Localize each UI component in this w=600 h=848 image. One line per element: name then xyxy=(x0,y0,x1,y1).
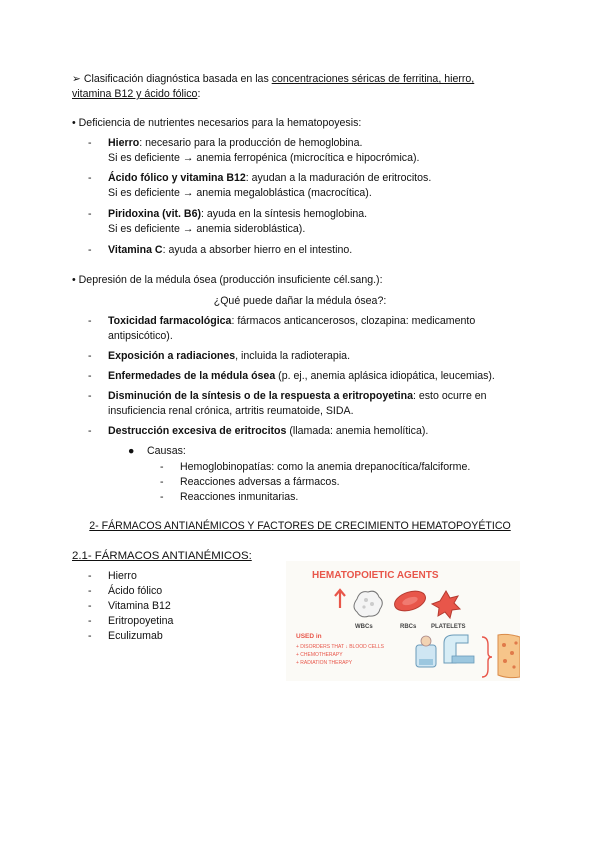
intro-prefix: ➢ Clasificación diagnóstica basada en las xyxy=(72,73,272,85)
cause-text: Hemoglobinopatías: como la anemia drepanocítica/falciforme. xyxy=(180,461,471,473)
item-text xyxy=(108,349,533,364)
dash: - xyxy=(88,244,92,256)
dash: - xyxy=(88,570,92,582)
item-term: Ácido fólico y vitamina B12 xyxy=(108,172,246,184)
item-line2: Si es deficiente → anemia sideroblástica). xyxy=(108,223,306,236)
causes-bullet xyxy=(128,444,186,459)
use-item: + DISORDERS THAT ↓ BLOOD CELLS xyxy=(296,644,384,650)
drug-name: Vitamina B12 xyxy=(108,600,171,612)
item-text xyxy=(108,243,533,258)
item-term: Exposición a radiaciones xyxy=(108,350,236,362)
item-term: Enfermedades de la médula ósea xyxy=(108,370,276,382)
illus-title: HEMATOPOIETIC AGENTS xyxy=(312,570,439,581)
dash: - xyxy=(160,476,164,488)
item-term: Disminución de la síntesis o de la respuesta a eritropoyetina xyxy=(108,390,413,402)
item-term: Hierro xyxy=(108,137,140,149)
deficiency-heading: • Deficiencia de nutrientes necesarios para la hematopoyesis: xyxy=(72,117,362,129)
item-desc: : esto ocurre en insuficiencia renal crónica, artritis reumatoide, SIDA. xyxy=(108,390,487,418)
dash: - xyxy=(88,390,92,402)
item-text xyxy=(108,389,533,419)
drug-name: Eritropoyetina xyxy=(108,615,174,627)
dash: - xyxy=(160,491,164,503)
item-desc: : ayuda a absorber hierro en el intestino. xyxy=(162,244,353,256)
dash: - xyxy=(88,208,92,220)
intro-underlined-2: vitamina B12 y ácido fólico xyxy=(72,88,198,100)
intro-underlined-1: concentraciones séricas de ferritina, hierro, xyxy=(271,73,475,85)
item-text xyxy=(108,424,533,439)
item-desc: : fármacos anticancerosos, clozapina: medicamento antipsicótico). xyxy=(108,315,476,343)
dash: - xyxy=(88,585,92,597)
wbc-label: WBCs xyxy=(355,624,373,630)
item-desc: : ayudan a la maduración de eritrocitos. xyxy=(245,172,432,184)
cause-text: Reacciones adversas a fármacos. xyxy=(180,476,340,488)
item-term: Piridoxina (vit. B6) xyxy=(108,208,202,220)
item-text xyxy=(108,136,533,166)
dash: - xyxy=(88,172,92,184)
item-desc: , incluida la radioterapia. xyxy=(235,350,351,362)
radiation-machine-icon xyxy=(444,635,474,663)
hematopoietic-agents-illustration xyxy=(286,561,520,681)
marrow-heading: • Depresión de la médula ósea (producción insuficiente cél.sang.): xyxy=(72,274,383,286)
item-text xyxy=(108,314,533,344)
intro-colon: : xyxy=(197,88,201,100)
platelet-icon xyxy=(432,591,460,618)
item-text xyxy=(108,207,533,237)
wbc-icon xyxy=(354,591,382,617)
platelet-label: PLATELETS xyxy=(431,624,466,630)
use-item: + CHEMOTHERAPY xyxy=(296,652,343,658)
up-arrow-icon xyxy=(335,590,345,608)
dash: - xyxy=(88,315,92,327)
use-item: + RADIATION THERAPY xyxy=(296,660,353,666)
item-desc: : ayuda en la síntesis hemoglobina. xyxy=(201,208,368,220)
dash: - xyxy=(88,370,92,382)
dash: - xyxy=(88,425,92,437)
causes-label: Causas: xyxy=(147,445,186,457)
item-desc: : necesario para la producción de hemoglobina. xyxy=(139,137,363,149)
subsection-title: 2.1- FÁRMACOS ANTIANÉMICOS: xyxy=(72,550,252,562)
used-in-label: USED in xyxy=(296,633,322,640)
bullet-dot: ● xyxy=(128,445,135,457)
dash: - xyxy=(88,615,92,627)
dash: - xyxy=(160,461,164,473)
item-desc: (p. ej., anemia aplásica idiopática, leucemias). xyxy=(275,370,495,382)
brace-icon xyxy=(482,637,492,677)
intro-line xyxy=(72,72,532,87)
drug-name: Hierro xyxy=(108,570,137,582)
item-desc: (llamada: anemia hemolítica). xyxy=(286,425,429,437)
drug-name: Eculizumab xyxy=(108,630,163,642)
bone-marrow-icon xyxy=(498,634,520,677)
item-text xyxy=(108,171,533,201)
section-title: 2- FÁRMACOS ANTIANÉMICOS Y FACTORES DE CRECIMIENTO HEMATOPOYÉTICO xyxy=(89,520,511,532)
dash: - xyxy=(88,137,92,149)
marrow-question: ¿Qué puede dañar la médula ósea?: xyxy=(213,295,387,307)
patient-icon xyxy=(416,636,436,667)
item-term: Vitamina C xyxy=(108,244,163,256)
dash: - xyxy=(88,350,92,362)
rbc-label: RBCs xyxy=(400,624,417,630)
dash: - xyxy=(88,600,92,612)
item-text xyxy=(108,369,533,384)
item-line2: Si es deficiente → anemia ferropénica (microcítica e hipocrómica). xyxy=(108,152,420,165)
dash: - xyxy=(88,630,92,642)
item-line2: Si es deficiente → anemia megaloblástica (macrocítica). xyxy=(108,187,372,200)
rbc-icon xyxy=(392,587,428,614)
drug-name: Ácido fólico xyxy=(108,585,163,597)
cause-text: Reacciones inmunitarias. xyxy=(180,491,299,503)
item-term: Destrucción excesiva de eritrocitos xyxy=(108,425,287,437)
item-term: Toxicidad farmacológica xyxy=(108,315,232,327)
intro-line-2 xyxy=(72,87,200,102)
